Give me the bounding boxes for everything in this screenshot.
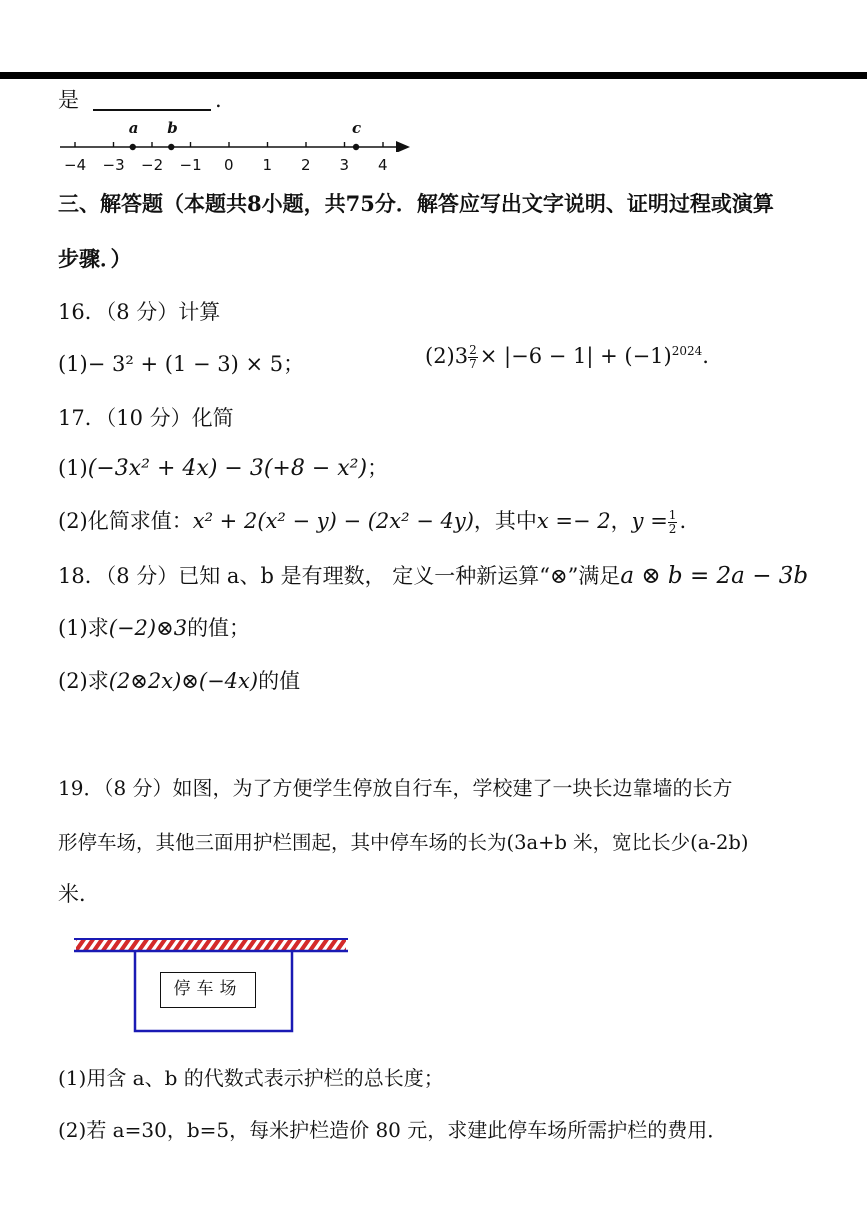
number-line-point-c (353, 144, 359, 150)
wall-hatch (76, 939, 346, 951)
q17-p1-expr: (−3x² + 4x) − 3(+8 − x²) (87, 456, 368, 481)
q17-p2-half (668, 509, 678, 536)
number-line-tick-label: 1 (262, 156, 273, 174)
q18-p1-text1: 求 (87, 616, 109, 640)
q19-line2: 形停车场，其他三面用护栏围起，其中停车场的长为(3a+b 米，宽比长少(a-2b) (58, 831, 749, 854)
number-line-point-b (168, 144, 174, 150)
q16-p2-end: . (702, 344, 709, 368)
q18-heading: 18．（8 分）已知 a、b 是有理数， 定义一种新运算“⊗”满足 (58, 564, 621, 588)
q18-rule: a ⊗ b = 2a − 3b (620, 563, 809, 589)
q16-part2 (425, 344, 709, 371)
q17-p2-label: (2) (58, 509, 88, 533)
q17-p1-end: ； (367, 456, 389, 480)
q17-p2-half-num: 1 (668, 508, 677, 522)
q18-part2 (58, 665, 300, 695)
q16-p2-label: (2) (425, 344, 455, 368)
q17-heading: 17．（10 分）化简 (58, 406, 234, 430)
q16-p2-whole: 3 (454, 344, 469, 368)
q16-p2-fraction (468, 344, 478, 371)
q17-p2-cond2: y = (631, 509, 668, 533)
number-line-point-label: a (128, 119, 139, 137)
q17-p2-half-den: 2 (668, 522, 677, 536)
q16-p2-exp: 2024 (671, 344, 703, 358)
section3-title-line1: 三、解答题（本题共8小题，共75分．解答应写出文字说明、证明过程或演算 (58, 191, 774, 216)
answer-blank-line (58, 84, 222, 114)
q16-p2-rest: × |−6 − 1| + (−1) (479, 344, 672, 368)
q17-part1 (58, 452, 388, 482)
q17-p2-end: . (679, 509, 687, 533)
q17-p2-comma: ， (610, 509, 632, 533)
q18-p1-expr: (−2)⊗3 (108, 616, 188, 640)
q17-part2 (58, 505, 686, 536)
answer-blank[interactable] (93, 91, 211, 111)
number-line-arrow (396, 141, 410, 152)
period: . (215, 88, 222, 112)
q18-p2-text2: 的值 (258, 669, 301, 693)
q16-p2-den: 7 (469, 357, 477, 371)
q19-line1: 19．（8 分）如图，为了方便学生停放自行车，学校建了一块长边靠墙的长方 (58, 776, 733, 800)
number-line-tick-label: 0 (224, 156, 234, 174)
number-line (56, 128, 416, 152)
number-line-tick-label: 4 (378, 156, 388, 174)
q18-p1-label: (1) (58, 616, 88, 640)
number-line-tick-label: 2 (301, 156, 311, 174)
q18-p2-text1: 求 (87, 669, 109, 693)
number-line-tick-label: −4 (64, 156, 87, 174)
number-line-tick-label: 3 (339, 156, 350, 174)
q16-p1-expr: − 3² + (1 − 3) × 5； (87, 352, 305, 376)
q17-p2-expr: x² + 2(x² − y) − (2x² − 4y) (192, 509, 474, 533)
q18-p2-expr: (2⊗2x)⊗(−4x) (108, 669, 259, 693)
q17-p2-cond1: x =− 2 (536, 509, 611, 533)
q16-part1 (58, 348, 304, 378)
q16-heading: 16．（8 分）计算 (58, 300, 221, 324)
q19-part1: (1)用含 a、b 的代数式表示护栏的总长度； (58, 1066, 444, 1090)
number-line-point-a (130, 144, 136, 150)
q16-p1-label: (1) (58, 352, 88, 376)
q18-part1 (58, 612, 250, 642)
q19-part2: (2)若 a=30，b=5，每米护栏造价 80 元，求建此停车场所需护栏的费用． (58, 1118, 728, 1142)
q17-p2-text1: 化简求值： (87, 509, 193, 533)
q18-heading-line (58, 560, 808, 590)
page-top-rule (0, 72, 867, 79)
q17-p1-label: (1) (58, 456, 88, 480)
number-line-point-label: c (352, 119, 362, 137)
q18-p2-label: (2) (58, 669, 88, 693)
parking-label-box: 停车场 (160, 972, 256, 1008)
is-text: 是 (58, 88, 79, 112)
number-line-tick-label: −3 (102, 156, 125, 174)
q16-p2-num: 2 (469, 343, 477, 357)
number-line-tick-label: −1 (179, 156, 202, 174)
q17-p2-text2: ，其中 (473, 509, 537, 533)
q18-p1-text2: 的值； (187, 616, 251, 640)
section3-title-line2: 步骤．） (58, 246, 132, 271)
number-line-point-label: b (167, 119, 178, 137)
q19-line3: 米． (58, 882, 100, 906)
number-line-tick-label: −2 (141, 156, 164, 174)
